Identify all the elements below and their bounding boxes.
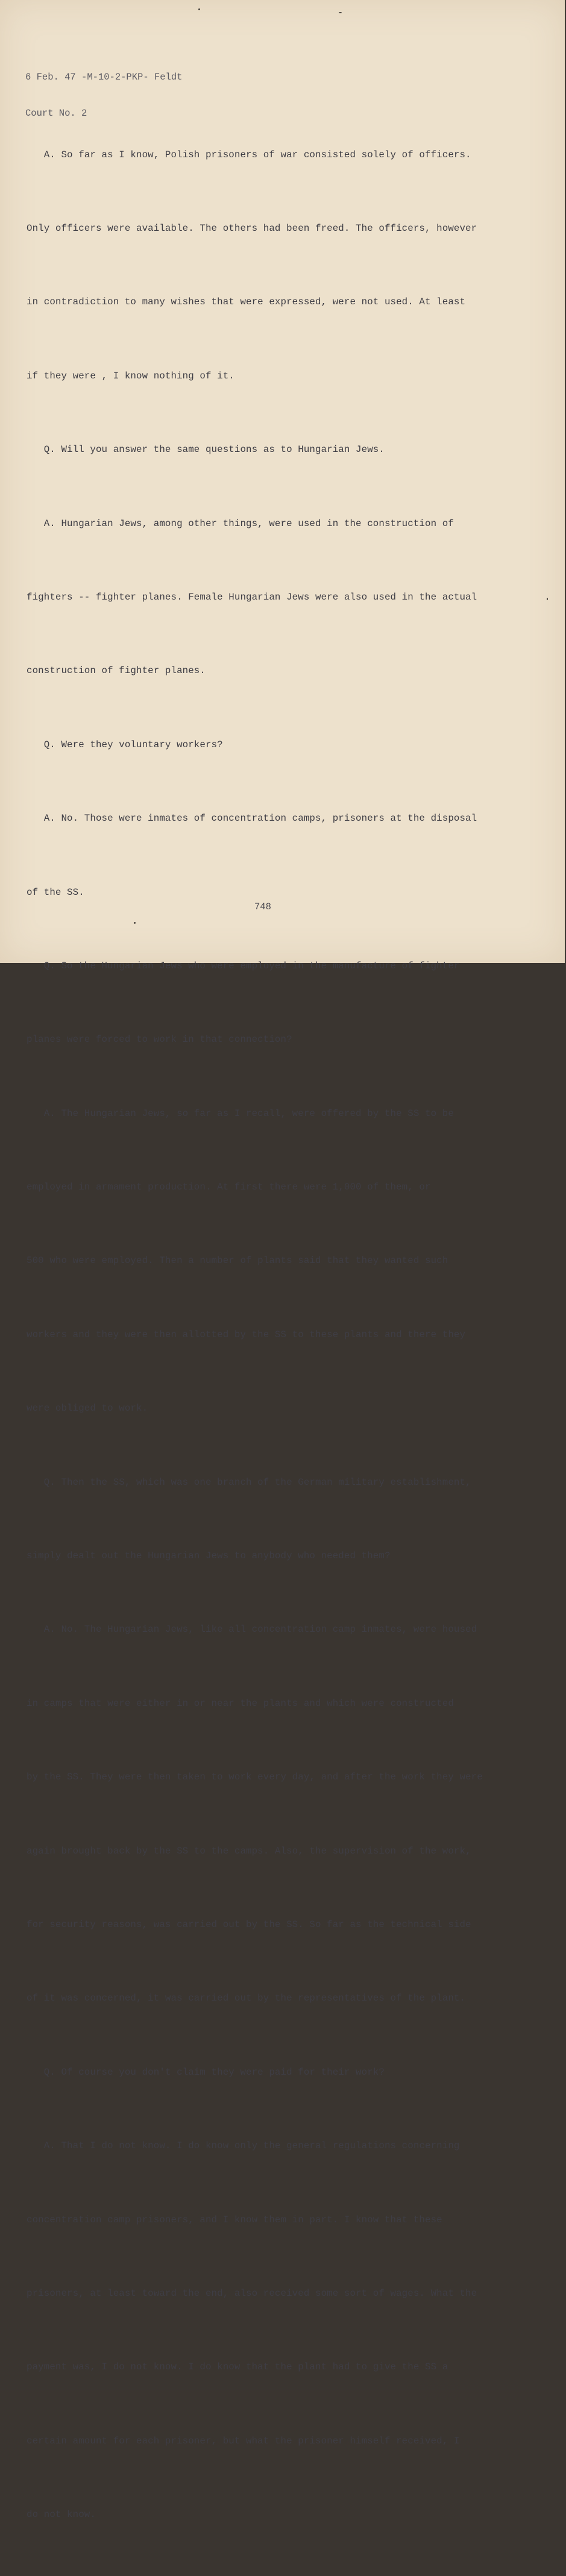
header-court-line: Court No. 2: [25, 108, 87, 119]
transcript-line: employed in armament production. At first there were 1,000 of them, or: [27, 1182, 431, 1193]
transcript-line: by the SS. They were then taken to work every day, and after the work they were: [27, 1772, 483, 1783]
transcript-line: fighters -- fighter planes. Female Hungarian Jews were also used in the actual: [27, 591, 477, 603]
transcript-line: Q. Will you answer the same questions as to Hungarian Jews.: [27, 444, 385, 456]
transcript-line: of the SS.: [27, 886, 84, 898]
transcript-line: A. No. Those were inmates of concentration camps, prisoners at the disposal: [27, 813, 477, 824]
transcript-line: certain amount for each prisoner, but what the prisoner himself received, I: [27, 2435, 460, 2446]
transcript-line: A. No. The Hungarian Jews, like all concentration camp inmates, were housed: [27, 1624, 477, 1635]
header-session-line: 6 Feb. 47 -M-10-2-PKP- Feldt: [25, 72, 183, 83]
transcript-body: [27, 93, 539, 2576]
paper-speck: [339, 12, 342, 13]
transcript-line: payment was, I do not know. I do know that the plant had to give the SS a: [27, 2361, 448, 2373]
transcript-line: workers and they were then allotted by the SS to these plants and there they: [27, 1329, 466, 1340]
paper-speck: [134, 922, 136, 924]
transcript-line: again brought back by the SS to the camps. Also, the supervision of the work,: [27, 1845, 471, 1857]
transcript-line: were obliged to work.: [27, 1403, 148, 1414]
transcript-line: for security reasons, was carried out by the SS. So far as the technical side: [27, 1919, 471, 1930]
transcript-line: planes were forced to work in that connection?: [27, 1034, 292, 1045]
transcript-line: Only officers were available. The others had been freed. The officers, however: [27, 222, 477, 234]
transcript-line: A. That I do not know. I do know only the general regulations concerning: [27, 2140, 460, 2152]
transcript-line: concentration camp prisoners, and I know them in part. I know that these: [27, 2214, 442, 2225]
transcript-line: Q. Then the SS, which was one branch of the German military establishment,: [27, 1476, 471, 1488]
transcript-line: do not know.: [27, 2509, 96, 2521]
paper-speck: [198, 8, 200, 10]
transcript-line: A. The Hungarian Jews, so far as I recall, were offered by the SS to be: [27, 1108, 454, 1119]
paper-speck: [547, 598, 548, 600]
transcript-line: construction of fighter planes.: [27, 665, 206, 677]
page-number: 748: [254, 901, 271, 912]
transcript-line: A. So far as I know, Polish prisoners of war consisted solely of officers.: [27, 149, 471, 160]
transcript-line: prisoners, at least toward the end, also received some sort of wages. What the: [27, 2287, 477, 2299]
transcript-line: in contradiction to many wishes that were expressed, were not used. At least: [27, 296, 466, 308]
transcript-line: Q. Were they voluntary workers?: [27, 739, 223, 750]
transcript-line: Q. Of course you don't claim they were paid for their work?: [27, 2066, 385, 2078]
transcript-line: A. Hungarian Jews, among other things, were used in the construction of: [27, 518, 454, 529]
transcript-line: if they were , I know nothing of it.: [27, 370, 234, 381]
transcript-line: in camps that were either in or near the plants and which were constructed: [27, 1697, 454, 1709]
transcript-line: of it was concerned, it was carried out by the representatives of the plant.: [27, 1993, 466, 2004]
transcript-line: Q. So the Hungarian Jews who were employed in the manufacture of fighter: [27, 960, 460, 971]
transcript-line: simply dealt out the Hungarian Jews to anybody who needed them?: [27, 1550, 391, 1562]
transcript-line: 500 who were employed. Then a number of plants said that they wanted such: [27, 1255, 448, 1267]
